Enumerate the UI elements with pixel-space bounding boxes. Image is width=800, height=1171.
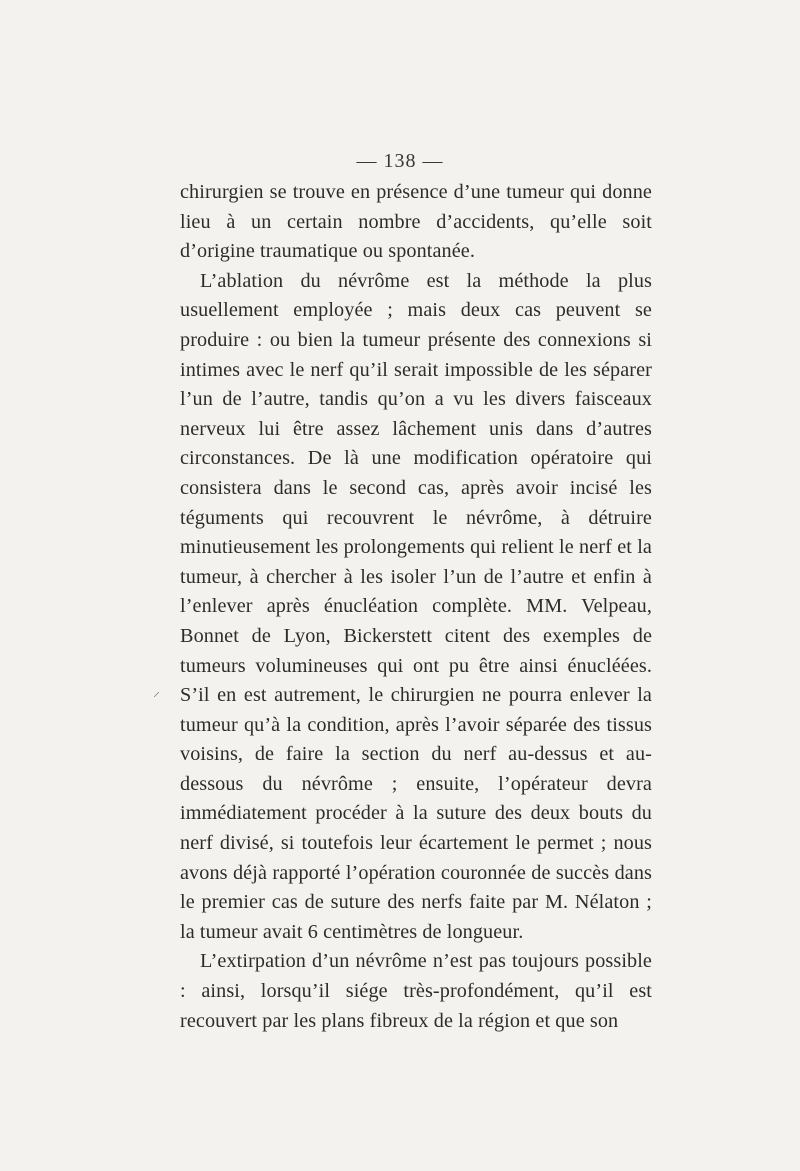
margin-mark: ⸝ [153,685,160,700]
paragraph-2: L’ablation du névrôme est la méthode la plus usuellement employée ; mais deux cas peuvent se produire : ou bien la tumeur présente des connexions si intimes avec le nerf qu’il serait impossible de les séparer l’un de l’autre, tandis qu’on a vu les divers faisceaux nerveux lui être assez lâchement unis dans d’autres circonstances. De là une modification opératoire qui consistera dans le second cas, après avoir incisé les téguments qui recouvrent le névrôme, à détruire minutieusement les prolongements qui relient le nerf et la tumeur, à chercher à les isoler l’un de l’autre et enfin à l’enlever après énucléation complète. MM. Velpeau, Bonnet de Lyon, Bickerstett citent des exemples de tumeurs volumineuses qui ont pu être ainsi énucléées. S’il en est autrement, le chirurgien ne pourra enlever la tumeur qu’à la condition, après l’avoir séparée des tissus voisins, de faire la section du nerf au-dessus et au-dessous du névrôme ; ensuite, l’opérateur devra immédiatement procéder à la suture des deux bouts du nerf divisé, si toutefois leur écartement le permet ; nous avons déjà rapporté l’opération couronnée de succès dans le premier cas de suture des nerfs faite par M. Nélaton ; la tumeur avait 6 centimètres de longueur. [180,269,652,943]
paragraph-1: chirurgien se trouve en présence d’une tumeur qui donne lieu à un certain nombre d’accidents, qu’elle soit d’origine traumatique ou spontanée. [180,181,652,263]
page-number: — 138 — [356,150,444,172]
body-text [180,178,652,1036]
paragraph-3: L’extirpation d’un névrôme n’est pas toujours possible : ainsi, lorsqu’il siége très-profondément, qu’il est recouvert par les plans fibreux de la région et que son [180,950,652,1032]
